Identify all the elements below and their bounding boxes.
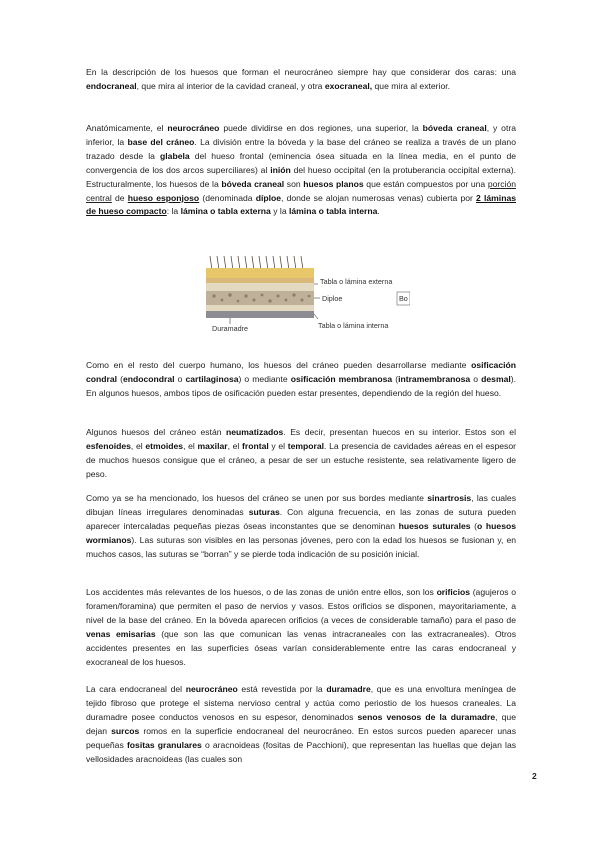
text-run: , y otra inferior, la: [86, 123, 516, 147]
text-run: ) o mediante: [238, 373, 291, 384]
bold-term: desmal: [481, 373, 511, 384]
text-run: son: [284, 178, 304, 189]
bold-term: bóveda craneal: [422, 123, 487, 133]
text-run: Como ya se ha mencionado, los huesos del cráneo se unen por sus bordes mediante: [86, 493, 428, 503]
text-run: romos en la superficie endocraneal del neurocráneo. En estos surcos pueden aparecer unas pequeñas: [86, 725, 516, 750]
bold-term: maxilar: [197, 440, 228, 451]
bold-term: osificación condral: [86, 360, 516, 384]
bold-term: frontal: [242, 440, 269, 451]
text-run: . La división entre la bóveda y la base del cráneo se realiza a través de un plano trazado desde la: [86, 136, 516, 161]
bold-term: esfenoides: [86, 440, 131, 451]
bold-term: huesos suturales: [398, 520, 471, 531]
bold-term: endocondral: [122, 373, 175, 384]
label-external-table: Tabla o lámina externa: [320, 277, 393, 286]
text-run: Anatómicamente, el: [86, 123, 168, 133]
label-diploe: Diploe: [322, 294, 343, 303]
text-run: porción central: [86, 178, 517, 203]
skull-layers-figure: [200, 254, 410, 334]
text-run: está revestida por la: [237, 684, 327, 694]
text-run: ). Las suturas son visibles en las personas jóvenes, pero con la edad los huesos se fusionan y, en muchos casos, las suturas se “borran” y se pierde toda indicación de su posición inicial.: [86, 534, 516, 559]
bold-term: endocraneal: [86, 80, 137, 91]
text-run: : la: [166, 206, 181, 217]
text-run: y la: [270, 206, 289, 217]
bold-term: senos venosos de la duramadre: [357, 711, 496, 722]
text-run: , el: [227, 440, 243, 451]
text-run: (: [392, 373, 399, 384]
text-run: .: [377, 206, 380, 217]
text-run: En la descripción de los huesos que forman el neurocráneo siempre hay que considerar dos caras: una: [86, 67, 516, 77]
paragraph: [86, 66, 516, 94]
text-run: Algunos huesos del cráneo están: [86, 427, 226, 437]
text-run: , las cuales dibujan líneas irregulares denominadas: [86, 493, 516, 517]
bold-term: neumatizados: [226, 427, 284, 437]
label-internal-table: Tabla o lámina interna: [318, 321, 389, 330]
bold-term: fositas granulares: [126, 739, 202, 750]
bold-term: glabela: [160, 150, 190, 161]
bold-term: orificios: [436, 587, 470, 597]
text-run: (: [470, 520, 478, 531]
paragraph: [86, 359, 516, 401]
bold-term: hueso esponjoso: [127, 192, 200, 203]
text-run: del hueso frontal (eminencia ósea situada en la línea media, en el punto de convergencia de los dos arcos superciliares) al: [86, 150, 516, 175]
bold-term: intramembranosa: [398, 373, 471, 384]
paragraph: [86, 122, 516, 219]
bold-term: duramadre: [326, 684, 371, 694]
label-cropped: Bo: [399, 294, 408, 303]
text-run: (denominada: [199, 192, 256, 203]
bold-term: lámina o tabla externa: [180, 206, 271, 217]
paragraph: [86, 492, 516, 562]
text-run: del hueso occipital (en la protuberancia occipital externa). Estructuralmente, los huesos de la: [86, 164, 516, 189]
text-run: La cara endocraneal del: [86, 684, 186, 694]
bold-term: inión: [270, 164, 291, 175]
bold-term: neurocráneo: [167, 123, 220, 133]
bold-term: o huesos wormianos: [86, 520, 517, 545]
label-duramadre: Duramadre: [212, 324, 248, 333]
text-run: que mira al exterior.: [372, 80, 450, 91]
bold-term: bóveda craneal: [221, 178, 285, 189]
text-run: Los accidentes más relevantes de los huesos, o de las zonas de unión entre ellos, son los: [86, 587, 437, 597]
text-run: o: [470, 373, 482, 384]
paragraph: [86, 683, 516, 766]
text-run: . Es decir, presentan huecos en su interior. Estos son el: [283, 427, 516, 437]
text-run: . Con alguna frecuencia, en las zonas de sutura pueden aparecer intercaladas pequeñas piezas óseas inconstantes que se denominan: [86, 506, 516, 531]
bold-term: lámina o tabla interna: [289, 206, 378, 217]
text-run: Como en el resto del cuerpo humano, los huesos del cráneo pueden desarrollarse mediante: [86, 360, 472, 370]
bold-term: sinartrosis: [427, 493, 472, 503]
text-run: (agujeros o foramen/foramina) que permiten el paso de nervios y vasos. Estos orificios se disponen, mayoritariamente, a nivel de la base del cráneo. En la bóveda aparecen orificios (a veces de considerable tamaño) para el paso de: [86, 587, 516, 625]
bold-term: neurocráneo: [185, 684, 238, 694]
paragraph: [86, 586, 516, 669]
bold-term: osificación membranosa: [290, 373, 393, 384]
bold-term: suturas: [248, 506, 280, 517]
text-run: o: [174, 373, 186, 384]
bold-term: exocraneal,: [324, 80, 373, 91]
text-run: y el: [268, 440, 288, 451]
text-run: , que es una envoltura meníngea de tejido fibroso que protege el sistema nervioso central y actúa como periostio de los huesos craneales. La duramadre posee conductos venosos en su espesor, denominados: [86, 684, 516, 722]
bold-term: huesos planos: [303, 178, 364, 189]
text-run: , el: [130, 440, 146, 451]
paragraph: [86, 426, 516, 482]
text-run: , que mira al interior de la cavidad craneal, y otra: [136, 80, 325, 91]
text-run: puede dividirse en dos regiones, una superior, la: [219, 123, 423, 133]
text-run: de: [111, 192, 128, 203]
text-run: , el: [183, 440, 198, 451]
bold-term: 2 láminas de hueso compacto: [86, 192, 517, 217]
text-run: que están compuestos por una: [363, 178, 488, 189]
text-run: , donde se alojan numerosas venas) cubierta por: [281, 192, 477, 203]
bold-term: base del cráneo: [127, 136, 195, 147]
bold-term: díploe: [255, 192, 282, 203]
bold-term: surcos: [111, 725, 140, 736]
text-run: ). En algunos huesos, ambos tipos de osificación pueden estar presentes, dependiendo de la región del hueso.: [86, 373, 517, 398]
page-number: 2: [532, 771, 537, 781]
text-run: (: [117, 373, 123, 384]
text-run: . La presencia de cavidades aéreas en el espesor de muchos huesos consigue que el cráneo, a pesar de ser un estuche resistente, sea relativamente ligero de peso.: [86, 440, 516, 479]
bold-term: temporal: [287, 440, 325, 451]
text-run: o aracnoideas (fositas de Pacchioni), que representan las huellas que dejan las vellosidades aracnoideas (las cuales son: [86, 739, 517, 764]
text-run: , que dejan: [86, 711, 516, 736]
bold-term: etmoides: [145, 440, 184, 451]
text-run: (que son las que comunican las venas intracraneales con las extracraneales). Otros accidentes presentes en las superficies óseas varían considerablemente entre las caras endocraneal y exocraneal de los huesos.: [86, 628, 516, 667]
bold-term: cartilaginosa: [185, 373, 239, 384]
bold-term: venas emisarias: [86, 628, 156, 639]
